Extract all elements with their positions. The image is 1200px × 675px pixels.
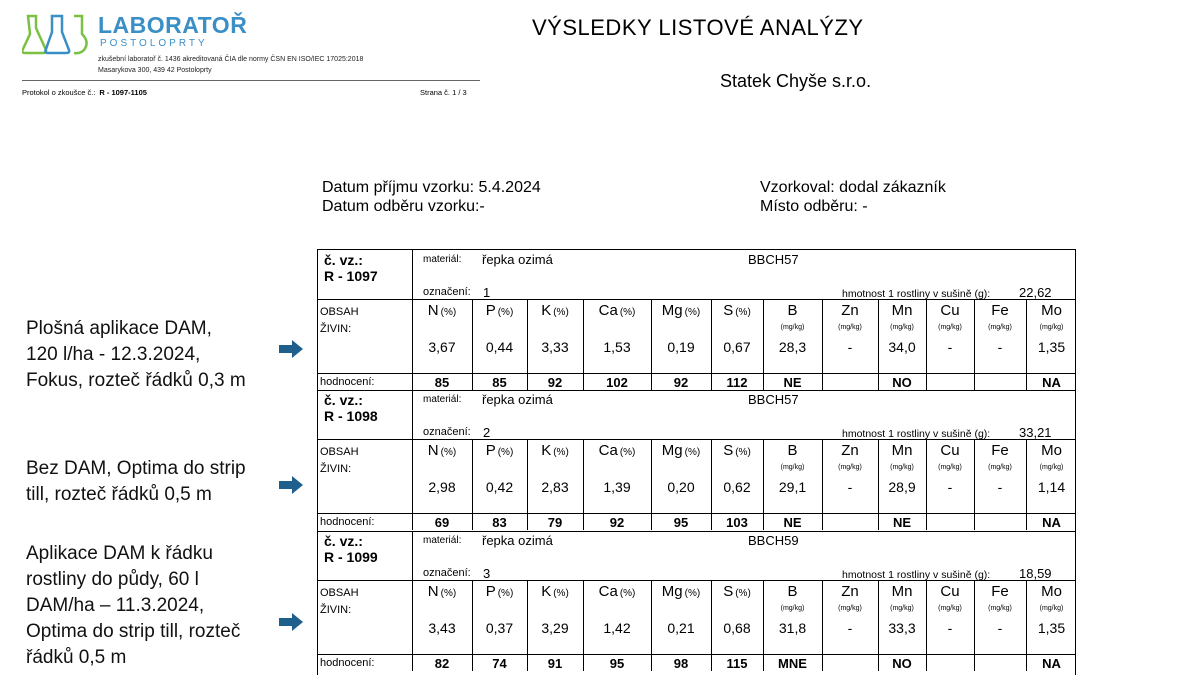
- sample-block: [318, 250, 1075, 390]
- marking-value: 1: [483, 285, 491, 300]
- nutrient-unit: (%): [619, 588, 636, 599]
- row-divider: [318, 513, 1075, 514]
- evaluation-value: 112: [726, 375, 748, 390]
- nutrient-name: K: [541, 302, 552, 319]
- note-sample-1: Plošná aplikace DAM, 120 l/ha - 12.3.2024, Fokus, rozteč řádků 0,3 m: [26, 318, 246, 391]
- nutrient-name: P: [485, 583, 496, 600]
- nutrient-value: 0,37: [485, 620, 514, 636]
- material-value: řepka ozimá: [482, 533, 553, 548]
- nutrient-unit: (mg/kg): [838, 605, 862, 612]
- nutrient-header: [822, 442, 878, 471]
- column-divider: [412, 531, 413, 671]
- nutrient-value: 34,0: [888, 339, 916, 355]
- evaluation-value: 69: [434, 515, 450, 530]
- nutrient-unit: (mg/kg): [938, 464, 962, 471]
- nutrient-unit: (%): [735, 588, 751, 599]
- nutrient-value: 28,3: [778, 339, 807, 355]
- content-label: OBSAH: [320, 587, 359, 599]
- nutrient-header: [527, 583, 583, 601]
- nutrient-header: [412, 302, 472, 320]
- evaluation-value: NA: [1042, 656, 1061, 671]
- marking-label: označení:: [423, 567, 471, 579]
- nutrient-name: N: [427, 583, 439, 600]
- nutrient-unit: (%): [684, 307, 701, 318]
- document-title: VÝSLEDKY LISTOVÉ ANALÝZY: [532, 15, 864, 40]
- nutrient-name: P: [485, 302, 496, 319]
- nutrient-header: [926, 583, 974, 612]
- nutrient-header: [412, 583, 472, 601]
- nutrient-value: 3,67: [428, 339, 456, 355]
- sample-number: R - 1099: [324, 549, 378, 565]
- nutrient-header: [472, 442, 527, 460]
- nutrient-value: -: [997, 479, 1003, 495]
- nutrient-value: 0,20: [667, 479, 695, 495]
- evaluation-value: NO: [892, 656, 912, 671]
- nutrient-name: Ca: [598, 442, 618, 459]
- nutrient-header: [412, 442, 472, 460]
- nutrient-name: P: [485, 442, 496, 459]
- nutrient-header: [711, 442, 763, 460]
- nutrient-value: 1,53: [603, 339, 631, 355]
- nutrient-unit: (mg/kg): [890, 605, 914, 612]
- weight-value: 18,59: [1019, 566, 1052, 581]
- nutrient-header: [974, 442, 1026, 471]
- bbch-stage: BBCH57: [748, 392, 799, 407]
- nutrient-unit: (mg/kg): [988, 464, 1012, 471]
- lab-name: LABORATOŘ: [98, 12, 248, 38]
- evaluation-value: NE: [783, 375, 802, 390]
- content-label: ŽIVIN:: [320, 604, 352, 616]
- weight-value: 22,62: [1019, 285, 1052, 300]
- nutrient-name: S: [723, 442, 734, 459]
- note-sample-2: Bez DAM, Optima do strip till, rozteč řádků 0,5 m: [26, 458, 246, 505]
- bbch-stage: BBCH57: [748, 252, 799, 267]
- nutrient-value: 0,42: [485, 479, 514, 495]
- nutrient-unit: (%): [497, 447, 514, 458]
- evaluation-label: hodnocení:: [320, 376, 375, 388]
- receipt-date: Datum příjmu vzorku: 5.4.2024: [322, 179, 541, 196]
- nutrient-value: 2,98: [428, 479, 456, 495]
- nutrient-header: [711, 302, 763, 320]
- nutrient-name: S: [723, 302, 734, 319]
- nutrient-name: Fe: [991, 583, 1009, 600]
- nutrient-unit: (mg/kg): [988, 324, 1012, 331]
- nutrient-name: Fe: [991, 302, 1009, 319]
- material-value: řepka ozimá: [482, 392, 553, 407]
- evaluation-value: NA: [1042, 515, 1061, 530]
- nutrient-header: [651, 442, 711, 460]
- nutrient-unit: (%): [553, 588, 569, 599]
- column-divider: [412, 250, 413, 390]
- evaluation-value: NA: [1042, 375, 1061, 390]
- nutrient-unit: (%): [619, 447, 636, 458]
- client-name: Statek Chyše s.r.o.: [720, 71, 872, 91]
- nutrient-value: 3,29: [541, 620, 569, 636]
- nutrient-header: [878, 442, 926, 471]
- weight-label: hmotnost 1 rostliny v sušině (g):: [842, 569, 991, 581]
- evaluation-value: 92: [547, 375, 563, 390]
- nutrient-name: Mg: [661, 583, 683, 600]
- nutrient-unit: (mg/kg): [988, 605, 1012, 612]
- nutrient-header: [583, 583, 651, 601]
- material-value: řepka ozimá: [482, 252, 553, 267]
- weight-value: 33,21: [1019, 425, 1052, 440]
- nutrient-unit: (mg/kg): [1039, 324, 1064, 331]
- marking-value: 2: [483, 425, 491, 440]
- evaluation-value: MNE: [778, 656, 807, 671]
- nutrient-header: [822, 302, 878, 331]
- bbch-stage: BBCH59: [748, 533, 799, 548]
- nutrient-value: 28,9: [888, 479, 916, 495]
- nutrient-value: -: [947, 479, 953, 495]
- content-label: ŽIVIN:: [320, 323, 352, 335]
- nutrient-name: Mn: [891, 302, 913, 319]
- nutrient-unit: (%): [440, 588, 457, 599]
- note-sample-3: Aplikace DAM k řádku rostliny do půdy, 60 l DAM/ha – 11.3.2024, Optima do strip till, rozteč řádků 0,5 m: [26, 543, 241, 668]
- nutrient-value: -: [847, 339, 853, 355]
- nutrient-unit: (mg/kg): [1039, 605, 1064, 612]
- nutrient-value: -: [947, 620, 953, 636]
- nutrient-value: 1,35: [1037, 620, 1066, 636]
- nutrient-unit: (mg/kg): [780, 324, 805, 331]
- evaluation-value: 85: [492, 375, 507, 390]
- nutrient-name: S: [723, 583, 734, 600]
- nutrient-value: -: [947, 339, 953, 355]
- content-label: OBSAH: [320, 446, 359, 458]
- nutrient-unit: (%): [497, 588, 514, 599]
- nutrient-header: [651, 302, 711, 320]
- nutrient-value: 1,39: [603, 479, 631, 495]
- marking-label: označení:: [423, 286, 471, 298]
- nutrient-value: -: [997, 620, 1003, 636]
- evaluation-value: NE: [892, 515, 912, 530]
- nutrient-header: [651, 583, 711, 601]
- nutrient-header: [763, 302, 822, 331]
- nutrient-name: K: [541, 442, 552, 459]
- nutrient-name: N: [427, 302, 439, 319]
- nutrient-unit: (mg/kg): [890, 464, 914, 471]
- nutrient-value: -: [997, 339, 1003, 355]
- nutrient-name: Mg: [661, 302, 683, 319]
- nutrient-name: Zn: [841, 583, 859, 600]
- evaluation-value: 82: [434, 656, 450, 671]
- nutrient-unit: (%): [735, 447, 751, 458]
- laboratory-logo: [22, 12, 92, 56]
- evaluation-value: 85: [434, 375, 450, 390]
- nutrient-value: 1,14: [1037, 479, 1066, 495]
- lab-subname: POSTOLOPRTY: [100, 38, 208, 49]
- evaluation-value: 95: [673, 515, 689, 530]
- sample-block: [318, 531, 1075, 671]
- nutrient-value: 29,1: [778, 479, 807, 495]
- nutrient-value: 31,8: [778, 620, 807, 636]
- nutrient-name: Zn: [841, 302, 859, 319]
- nutrient-value: 1,35: [1037, 339, 1066, 355]
- protocol-number: Protokol o zkoušce č.: R - 1097-1105: [22, 88, 147, 97]
- nutrient-header: [1026, 583, 1077, 612]
- nutrient-name: Cu: [940, 442, 960, 459]
- nutrient-name: Mo: [1041, 302, 1062, 319]
- nutrient-value: 33,3: [888, 620, 916, 636]
- leaf-analysis-table: [317, 249, 1076, 675]
- material-label: materiál:: [423, 254, 462, 265]
- nutrient-value: 0,67: [723, 339, 751, 355]
- nutrient-name: Zn: [841, 442, 859, 459]
- sample-block: [318, 390, 1075, 530]
- evaluation-value: 92: [673, 375, 689, 390]
- content-label: OBSAH: [320, 306, 359, 318]
- nutrient-name: B: [787, 442, 798, 459]
- nutrient-unit: (mg/kg): [838, 464, 862, 471]
- nutrient-value: 2,83: [541, 479, 569, 495]
- weight-label: hmotnost 1 rostliny v sušině (g):: [842, 428, 991, 440]
- nutrient-unit: (mg/kg): [938, 324, 962, 331]
- nutrient-header: [763, 583, 822, 612]
- nutrient-header: [822, 583, 878, 612]
- nutrient-unit: (mg/kg): [890, 324, 914, 331]
- sampled-by: Vzorkoval: dodal zákazník: [760, 179, 946, 196]
- nutrient-name: Cu: [940, 302, 960, 319]
- page-number: Strana č. 1 / 3: [420, 88, 467, 97]
- nutrient-header: [878, 302, 926, 331]
- nutrient-name: Cu: [940, 583, 960, 600]
- nutrient-name: Mo: [1041, 442, 1062, 459]
- nutrient-value: 0,19: [667, 339, 695, 355]
- nutrient-name: B: [787, 302, 798, 319]
- nutrient-name: B: [787, 583, 798, 600]
- sample-no-label: č. vz.:: [324, 392, 363, 408]
- evaluation-value: NO: [892, 375, 912, 390]
- accreditation-text: zkušební laboratoř č. 1436 akreditovaná ČIA dle normy ČSN EN ISO/IEC 17025:2018: [98, 56, 364, 63]
- evaluation-value: 74: [492, 656, 507, 671]
- nutrient-header: [583, 442, 651, 460]
- row-divider: [318, 373, 1075, 374]
- nutrient-unit: (mg/kg): [780, 605, 805, 612]
- nutrient-value: -: [847, 620, 853, 636]
- evaluation-value: NE: [783, 515, 802, 530]
- arrow-right-icon: [279, 340, 303, 358]
- nutrient-value: 0,62: [723, 479, 751, 495]
- nutrient-value: 1,42: [603, 620, 631, 636]
- evaluation-value: 98: [673, 656, 689, 671]
- lab-address: Masarykova 300, 439 42 Postoloprty: [98, 67, 212, 74]
- arrow-right-icon: [279, 613, 303, 631]
- nutrient-unit: (mg/kg): [1039, 464, 1064, 471]
- nutrient-header: [763, 442, 822, 471]
- nutrient-header: [926, 442, 974, 471]
- nutrient-header: [711, 583, 763, 601]
- nutrient-name: Mn: [891, 583, 913, 600]
- column-divider: [412, 390, 413, 530]
- evaluation-value: 79: [547, 515, 563, 530]
- nutrient-header: [583, 302, 651, 320]
- nutrient-value: 0,68: [723, 620, 751, 636]
- sampling-date: Datum odběru vzorku:-: [322, 198, 485, 215]
- nutrient-name: Ca: [598, 583, 618, 600]
- nutrient-unit: (%): [497, 307, 514, 318]
- evaluation-value: 92: [609, 515, 625, 530]
- nutrient-unit: (%): [619, 307, 636, 318]
- evaluation-value: 83: [492, 515, 507, 530]
- nutrient-unit: (%): [440, 447, 457, 458]
- nutrient-unit: (%): [735, 307, 751, 318]
- nutrient-name: Mg: [661, 442, 683, 459]
- evaluation-value: 91: [547, 656, 563, 671]
- nutrient-name: Mo: [1041, 583, 1062, 600]
- nutrient-name: Ca: [598, 302, 618, 319]
- sampling-place: Místo odběru: -: [760, 198, 868, 215]
- weight-label: hmotnost 1 rostliny v sušině (g):: [842, 288, 991, 300]
- nutrient-name: K: [541, 583, 552, 600]
- evaluation-value: 95: [609, 656, 625, 671]
- arrow-right-icon: [279, 476, 303, 494]
- sample-number: R - 1098: [324, 408, 378, 424]
- nutrient-unit: (%): [440, 307, 457, 318]
- sample-no-label: č. vz.:: [324, 533, 363, 549]
- evaluation-label: hodnocení:: [320, 516, 375, 528]
- nutrient-header: [974, 302, 1026, 331]
- nutrient-header: [926, 302, 974, 331]
- evaluation-value: 102: [606, 375, 628, 390]
- material-label: materiál:: [423, 535, 462, 546]
- nutrient-name: Mn: [891, 442, 913, 459]
- nutrient-unit: (%): [684, 447, 701, 458]
- evaluation-label: hodnocení:: [320, 657, 375, 669]
- nutrient-unit: (%): [553, 447, 569, 458]
- nutrient-header: [472, 583, 527, 601]
- nutrient-unit: (mg/kg): [838, 324, 862, 331]
- nutrient-name: N: [427, 442, 439, 459]
- nutrient-header: [527, 302, 583, 320]
- marking-value: 3: [483, 566, 491, 581]
- material-label: materiál:: [423, 394, 462, 405]
- header-divider: [22, 80, 480, 81]
- nutrient-header: [1026, 302, 1077, 331]
- nutrient-header: [472, 302, 527, 320]
- row-divider: [318, 531, 1075, 532]
- nutrient-value: 0,21: [667, 620, 695, 636]
- nutrient-header: [527, 442, 583, 460]
- nutrient-value: 3,33: [541, 339, 569, 355]
- evaluation-value: 115: [726, 656, 748, 671]
- row-divider: [318, 654, 1075, 655]
- nutrient-header: [974, 583, 1026, 612]
- nutrient-unit: (mg/kg): [780, 464, 805, 471]
- nutrient-unit: (%): [684, 588, 701, 599]
- nutrient-unit: (mg/kg): [938, 605, 962, 612]
- evaluation-value: 103: [726, 515, 748, 530]
- marking-label: označení:: [423, 426, 471, 438]
- row-divider: [318, 390, 1075, 391]
- sample-no-label: č. vz.:: [324, 252, 363, 268]
- nutrient-value: -: [847, 479, 853, 495]
- nutrient-name: Fe: [991, 442, 1009, 459]
- nutrient-unit: (%): [553, 307, 569, 318]
- nutrient-header: [1026, 442, 1077, 471]
- sample-number: R - 1097: [324, 268, 378, 284]
- content-label: ŽIVIN:: [320, 463, 352, 475]
- nutrient-header: [878, 583, 926, 612]
- nutrient-value: 3,43: [428, 620, 456, 636]
- nutrient-value: 0,44: [485, 339, 514, 355]
